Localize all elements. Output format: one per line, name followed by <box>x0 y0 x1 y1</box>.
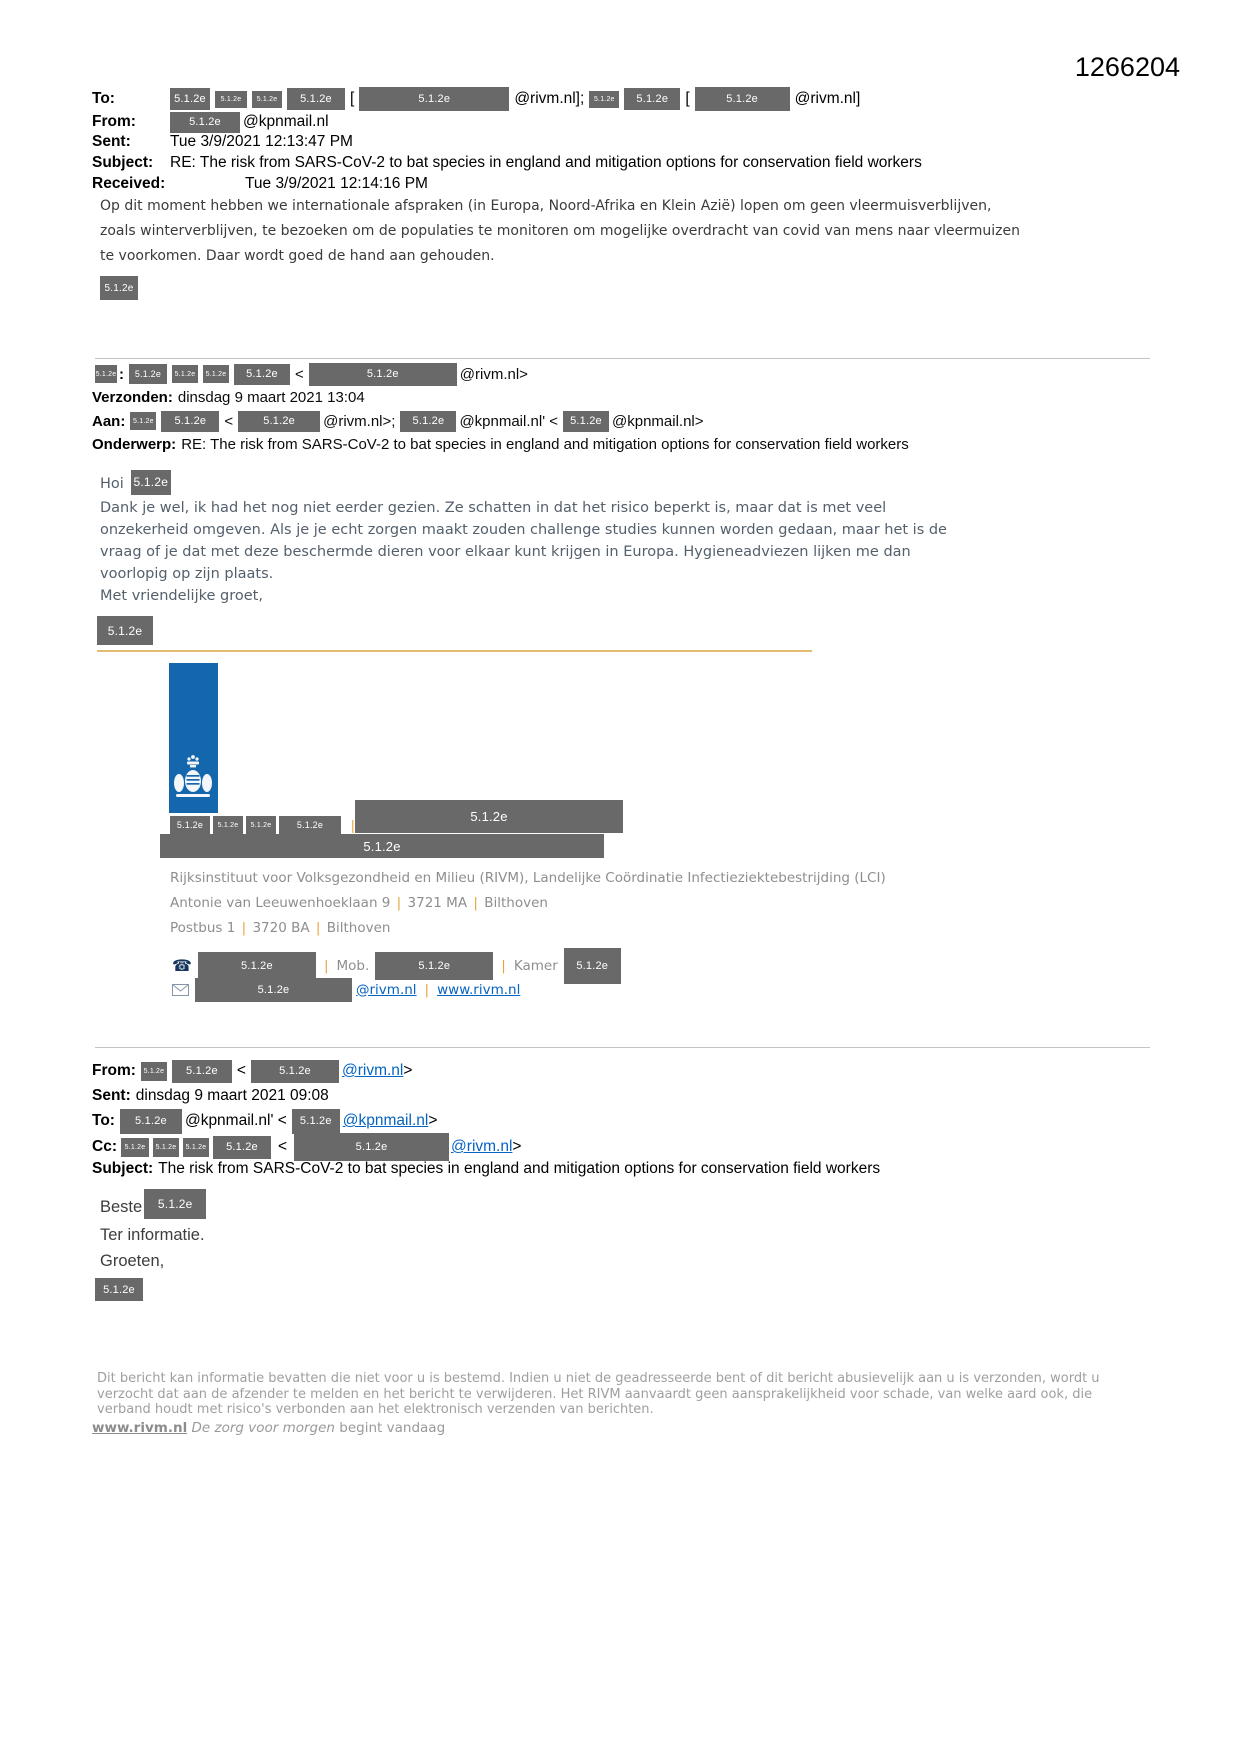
fwd-from-row <box>92 1058 412 1084</box>
redaction-box: 5.1.2e <box>355 800 623 833</box>
onderwerp-row <box>92 434 909 454</box>
redaction-box: 5.1.2e <box>279 816 341 834</box>
rivm-address-text: @rivm.nl> <box>459 365 528 383</box>
cc-label: Cc: <box>92 1138 117 1155</box>
redaction-box: 5.1.2e <box>141 1062 167 1081</box>
email-row <box>172 978 520 1002</box>
separator-pipe: | <box>351 817 355 833</box>
disclaimer-line: verband houdt met risico's verbonden aan het elektronisch verzenden van berichten. <box>97 1402 654 1417</box>
rivm-address-text: @rivm.nl>; <box>323 412 396 430</box>
signature-block <box>170 866 886 941</box>
rivm-address-text: @rivm.nl] <box>794 90 861 107</box>
to-label: To: <box>92 90 115 107</box>
redaction-box: 5.1.2e <box>400 411 456 432</box>
header-received-row <box>92 173 428 195</box>
reply-line: onzekerheid omgeven. Als je je echt zorgen maakt zouden challenge studies kunnen worden gedaan, maar het is de <box>100 522 947 538</box>
reply-paragraph <box>100 497 947 607</box>
onderwerp-value: RE: The risk from SARS-CoV-2 to bat species in england and mitigation options for conservation field workers <box>181 435 909 453</box>
redaction-box: 5.1.2e <box>292 1109 340 1134</box>
rivm-address-text: @rivm.nl]; <box>514 90 585 107</box>
org-line: Rijksinstituut voor Volksgezondheid en Milieu (RIVM), Landelijke Coördinatie Infectieziektebestrijding (LCI) <box>170 870 886 886</box>
onderwerp-label: Onderwerp: <box>92 435 177 453</box>
redaction-box: 5.1.2e <box>309 363 457 386</box>
intro-line: te voorkomen. Daar wordt goed de hand aan gehouden. <box>100 248 495 264</box>
redaction-box: 5.1.2e <box>198 952 316 980</box>
rivm-website-link[interactable]: www.rivm.nl <box>437 981 521 998</box>
angle-bracket-text: < <box>295 365 304 383</box>
separator-pipe: | <box>469 895 483 911</box>
header-subject-row <box>92 152 922 174</box>
angle-bracket-text: < <box>277 1138 288 1155</box>
redaction-box: 5.1.2e <box>95 1278 143 1301</box>
redaction-box: 5.1.2e <box>195 978 352 1002</box>
address-street: Antonie van Leeuwenhoeklaan 9 <box>170 895 391 911</box>
redaction-box: 5.1.2e <box>203 365 229 383</box>
redaction-box: 5.1.2e <box>144 1189 206 1219</box>
separator-pipe: | <box>424 981 430 998</box>
redaction-box: 5.1.2e <box>121 1138 149 1157</box>
van-colon: : <box>119 365 124 383</box>
reply-line: voorlopig op zijn plaats. <box>100 566 274 582</box>
intro-line: zoals winterverblijven, te bezoeken om de populaties te monitoren om mogelijke overdracht van covid van mens naar vleermuizen <box>100 223 1020 239</box>
redaction-box: 5.1.2e <box>120 1109 182 1134</box>
sent-value: dinsdag 9 maart 2021 09:08 <box>135 1087 329 1104</box>
subject-label: Subject: <box>92 154 154 171</box>
footer-slogan <box>92 1420 445 1436</box>
postbus: Postbus 1 <box>170 920 236 936</box>
address-line <box>170 891 886 916</box>
redaction-box: 5.1.2e <box>153 1138 179 1157</box>
to-label: To: <box>92 1112 115 1129</box>
sent-label: Sent: <box>92 133 131 150</box>
redaction-box: 5.1.2e <box>213 1136 271 1159</box>
from-label: From: <box>92 1062 136 1079</box>
reply-line: Dank je wel, ik had het nog niet eerder gezien. Ze schatten in dat het risico beperkt is, maar dat is met veel <box>100 500 887 516</box>
disclaimer-line: Dit bericht kan informatie bevatten die niet voor u is bestemd. Indien u niet de geadresseerde bent of dit bericht abusievelijk aan u is verzonden, wordt u <box>97 1371 1100 1386</box>
document-number: 1266204 <box>1074 52 1180 82</box>
intro-line: Op dit moment hebben we internationale afspraken (in Europa, Noord-Afrika en Klein Azië) lopen om geen vleermuisverblijven, <box>100 198 992 214</box>
verzonden-row <box>92 387 365 407</box>
angle-bracket-text: > <box>403 1062 413 1079</box>
intro-paragraph <box>100 194 1020 269</box>
angle-bracket-text: < <box>236 1062 246 1079</box>
rivm-email-link[interactable]: @rivm.nl <box>341 1062 404 1079</box>
postbus-city: Bilthoven <box>326 920 391 936</box>
reply-closing: Met vriendelijke groet, <box>100 588 263 604</box>
redaction-box: 5.1.2e <box>170 816 210 834</box>
kpn-address-text: @kpnmail.nl' < <box>184 1112 287 1129</box>
redaction-box: 5.1.2e <box>183 1138 209 1157</box>
fwd-subject-row <box>92 1158 880 1180</box>
postbus-line <box>170 916 886 941</box>
redaction-box: 5.1.2e <box>624 88 680 110</box>
aan-row <box>92 409 704 433</box>
redaction-box: 5.1.2e <box>129 364 167 384</box>
redaction-box: 5.1.2e <box>294 1133 449 1161</box>
beste-row <box>100 1192 206 1222</box>
slogan-italic: De zorg voor morgen <box>191 1420 335 1436</box>
header-sent-row <box>92 131 353 153</box>
subject-label: Subject: <box>92 1160 154 1177</box>
redaction-box: 5.1.2e <box>359 87 509 111</box>
greeting-text: Hoi <box>100 476 124 492</box>
separator-pipe: | <box>311 920 325 936</box>
redaction-box: 5.1.2e <box>695 87 790 111</box>
redaction-box: 5.1.2e <box>95 365 117 383</box>
redaction-box: 5.1.2e <box>246 816 276 834</box>
redaction-box: 5.1.2e <box>170 88 210 110</box>
separator-pipe: | <box>501 957 506 974</box>
ter-informatie-line: Ter informatie. <box>100 1226 205 1244</box>
received-label: Received: <box>92 175 166 192</box>
subject-value: RE: The risk from SARS-CoV-2 to bat species in england and mitigation options for conservation field workers <box>170 154 922 171</box>
redaction-box: 5.1.2e <box>130 412 156 430</box>
aan-label: Aan: <box>92 412 126 430</box>
fwd-to-row <box>92 1108 437 1134</box>
redaction-box: 5.1.2e <box>100 276 138 300</box>
redaction-box: 5.1.2e <box>251 1060 339 1083</box>
verzonden-label: Verzonden: <box>92 388 173 406</box>
verzonden-value: dinsdag 9 maart 2021 13:04 <box>177 388 365 406</box>
accent-divider <box>97 650 812 652</box>
coat-of-arms-icon <box>170 752 216 810</box>
groeten-line: Groeten, <box>100 1252 165 1270</box>
header-to-row <box>92 86 860 112</box>
reply-line: vraag of je dat met deze beschermde dieren voor elkaar kunt krijgen in Europa. Hygieneadviezen lijken me dan <box>100 544 911 560</box>
redaction-box: 5.1.2e <box>234 364 290 385</box>
redaction-box: 5.1.2e <box>97 616 153 645</box>
bracket-text: [ <box>685 90 690 107</box>
mob-label: Mob. <box>336 957 370 974</box>
fwd-sent-row <box>92 1085 329 1107</box>
rivm-email-link[interactable]: @rivm.nl <box>451 1138 513 1155</box>
angle-bracket-text: > <box>428 1112 438 1129</box>
reply-greeting-row <box>100 471 171 497</box>
kpn-address-text: @kpnmail.nl' < <box>459 412 558 430</box>
disclaimer <box>97 1371 1100 1418</box>
postbus-zip: 3720 BA <box>252 920 310 936</box>
from-domain-text: @kpnmail.nl <box>243 113 329 130</box>
redaction-box: 5.1.2e <box>215 91 247 108</box>
slogan-rest: begint vandaag <box>339 1420 446 1436</box>
angle-bracket-text: > <box>512 1138 522 1155</box>
rivm-logo <box>169 663 218 813</box>
sent-label: Sent: <box>92 1087 131 1104</box>
separator-pipe: | <box>237 920 251 936</box>
redaction-box: 5.1.2e <box>589 91 619 108</box>
redaction-box: 5.1.2e <box>131 470 171 495</box>
redaction-box: 5.1.2e <box>287 88 345 110</box>
redaction-box: 5.1.2e <box>238 411 320 432</box>
van-row <box>95 362 528 386</box>
kpn-address-text: @kpnmail.nl> <box>612 412 704 430</box>
redaction-box: 5.1.2e <box>170 112 240 133</box>
divider <box>95 358 1150 359</box>
redaction-box: 5.1.2e <box>213 816 243 834</box>
redaction-box: 5.1.2e <box>375 952 493 980</box>
redaction-box: 5.1.2e <box>564 948 621 984</box>
redaction-box: 5.1.2e <box>172 1060 232 1083</box>
redaction-box: 5.1.2e <box>252 91 282 108</box>
rivm-email-link[interactable]: @rivm.nl <box>356 981 417 998</box>
greeting-text: Beste <box>100 1197 143 1216</box>
from-label: From: <box>92 113 136 130</box>
separator-pipe: | <box>392 895 406 911</box>
address-zip: 3721 MA <box>407 895 468 911</box>
separator-pipe: | <box>323 957 329 974</box>
kpn-email-link[interactable]: @kpnmail.nl <box>342 1112 429 1129</box>
envelope-icon <box>172 984 189 996</box>
redacted-title-row <box>170 816 357 834</box>
divider <box>95 1047 1150 1048</box>
address-city: Bilthoven <box>484 895 548 911</box>
redaction-box: 5.1.2e <box>563 411 609 432</box>
redaction-box: 5.1.2e <box>161 411 219 432</box>
bracket-text: [ <box>350 90 355 107</box>
phone-icon: ☎ <box>172 956 192 975</box>
angle-bracket-text: < <box>224 412 234 430</box>
redaction-box: 5.1.2e <box>172 365 198 383</box>
subject-value: The risk from SARS-CoV-2 to bat species in england and mitigation options for conservation field workers <box>158 1160 881 1177</box>
kamer-label: Kamer <box>513 957 558 974</box>
received-value: Tue 3/9/2021 12:14:16 PM <box>245 175 428 192</box>
redaction-box: 5.1.2e <box>160 834 604 858</box>
fwd-cc-row <box>92 1133 521 1161</box>
disclaimer-line: verzocht dat aan de afzender te melden en het bericht te verwijderen. Het RIVM aanvaardt geen aansprakelijkheid voor schade, van welke aard ook, die <box>97 1386 1093 1402</box>
footer-website-link[interactable]: www.rivm.nl <box>92 1420 188 1436</box>
sent-value: Tue 3/9/2021 12:13:47 PM <box>170 133 353 150</box>
